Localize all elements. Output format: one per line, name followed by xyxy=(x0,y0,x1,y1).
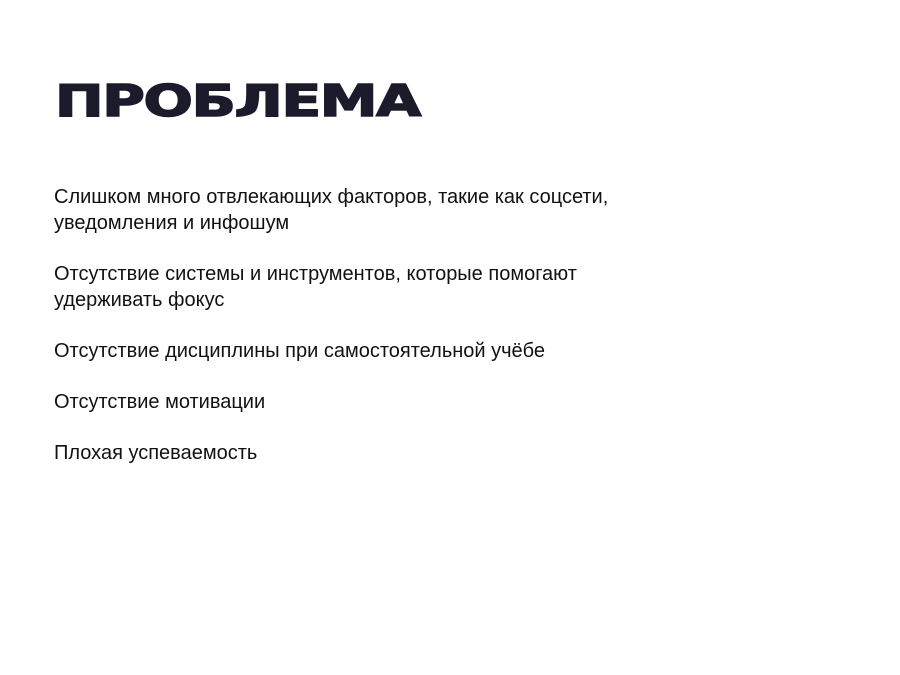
problem-item-no-discipline: Отсутствие дисциплины при самостоятельной учёбе xyxy=(54,340,546,362)
problem-item-no-motivation: Отсутствие мотивации xyxy=(54,391,266,413)
problem-item-poor-performance: Плохая успеваемость xyxy=(54,442,258,464)
problem-item-distractions: Слишком много отвлекающих факторов, такие как соцсети, уведомления и инфошум xyxy=(54,186,609,234)
problem-list xyxy=(54,184,754,491)
slide-title: ПРОБЛЕМА xyxy=(55,76,420,127)
problem-item-no-system: Отсутствие системы и инструментов, которые помогают удерживать фокус xyxy=(54,263,577,311)
